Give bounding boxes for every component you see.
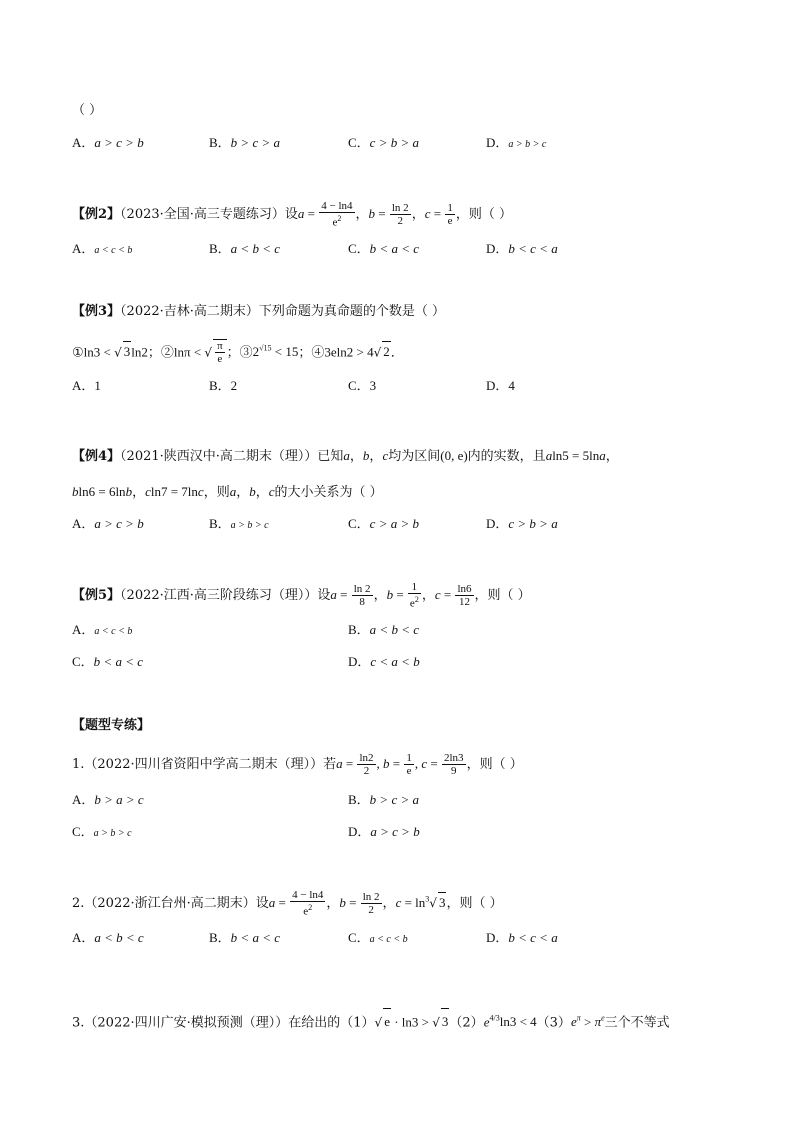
q2-question: 2.（2022·浙江台州·高二期末）设a = $\frac{4 - \ln 4}{e^2}$ ，b = $\frac{\ln 2}{2}$ ，$c = \ln^3√$ 3，则（ ） [72, 889, 503, 918]
ex5-option-c[interactable]: C．b < a < c [72, 654, 143, 669]
q2-option-c[interactable]: C．a < c < b [348, 930, 408, 945]
ex5-question: 【例5】（2022·江西·高三阶段练习（理））设a = $\frac{\ln 2}{8}$ ，b = $\frac{1}{e^2}$ ，c = $\frac{\ln 6}{12}$ ，则（ ） [72, 581, 531, 610]
ex4-option-c[interactable]: C．c > a > b [348, 516, 419, 531]
intro-option-b[interactable]: B．b > c > a [209, 135, 280, 150]
ex5-option-a[interactable]: A．a < c < b [72, 622, 133, 637]
q1-question: 1.（2022·四川省资阳中学高二期末（理））若a = $\frac{\ln 2}{2}$ , b = $\frac{1}{e}$ , c = $\frac{2\ln 3}{9}$ ，则（ ） [72, 752, 523, 777]
ex4-option-d[interactable]: D．c > b > a [486, 516, 558, 531]
ex3-option-a[interactable]: A．1 [72, 378, 101, 393]
ex4-option-b[interactable]: B．a > b > c [209, 516, 269, 531]
intro-option-d[interactable]: D．a > b > c [486, 135, 547, 150]
q2-option-b[interactable]: B．b < a < c [209, 930, 280, 945]
ex5-option-d[interactable]: D．c < a < b [348, 654, 420, 669]
intro-option-c[interactable]: C．c > b > a [348, 135, 419, 150]
q2-option-a[interactable]: A．a < b < c [72, 930, 144, 945]
q3-question: 3.（2022·四川广安·模拟预测（理））在给出的（1）√ e · ln3 > √ $3(2)e^{4/3}\ln 3 < 4(3)e^\pi > \pi^e$三个不等式 [72, 1006, 670, 1036]
intro-paren: （ ） [72, 103, 103, 118]
ex2-option-b[interactable]: B．a < b < c [209, 241, 280, 256]
q1-option-b[interactable]: B．b > c > a [348, 792, 419, 807]
ex5-option-b[interactable]: B．a < b < c [348, 622, 419, 637]
ex3-option-b[interactable]: B．2 [209, 378, 238, 393]
ex2-option-d[interactable]: D．b < c < a [486, 241, 558, 256]
ex4-question-line2: bln6 = 6lnb，cln7 = 7lnc，则a，b，c的大小关系为（ ） [72, 484, 383, 500]
ex2-question: 【例2】（2023·全国·高三专题练习）设a = $\frac{4 - \ln 4}{e^2}$ ，b = $\frac{\ln 2}{2}$ ，c = $\frac{1}{e}$ ，则（ ） [72, 200, 512, 229]
ex3-option-c[interactable]: C．3 [348, 378, 377, 393]
ex3-question: 【例3】（2022·吉林·高二期末）下列命题为真命题的个数是（ ） [72, 304, 446, 319]
ex3-option-d[interactable]: D．4 [486, 378, 515, 393]
ex4-option-a[interactable]: A．a > c > b [72, 516, 144, 531]
ex4-question: 【例4】（2021·陕西汉中·高二期末（理））已知a，b，c均为区间(0, e)内的实数，且aln5 = 5lna， [72, 448, 619, 464]
ex2-option-c[interactable]: C．b < a < c [348, 241, 419, 256]
q2-option-d[interactable]: D．b < c < a [486, 930, 558, 945]
ex3-statements: ①ln3 < √ 3ln2；②lnπ < √ $\frac{\pi}{e}$ ；$③2^{√15} < 15$；④3eln2 > 4√ 2． [72, 340, 404, 366]
section-title: 【题型专练】 [72, 718, 151, 733]
ex2-option-a[interactable]: A．a < c < b [72, 241, 133, 256]
intro-option-a[interactable]: A．a > c > b [72, 135, 144, 150]
q1-option-d[interactable]: D．a > c > b [348, 824, 420, 839]
q1-option-c[interactable]: C．a > b > c [72, 824, 132, 839]
q1-option-a[interactable]: A．b > a > c [72, 792, 144, 807]
